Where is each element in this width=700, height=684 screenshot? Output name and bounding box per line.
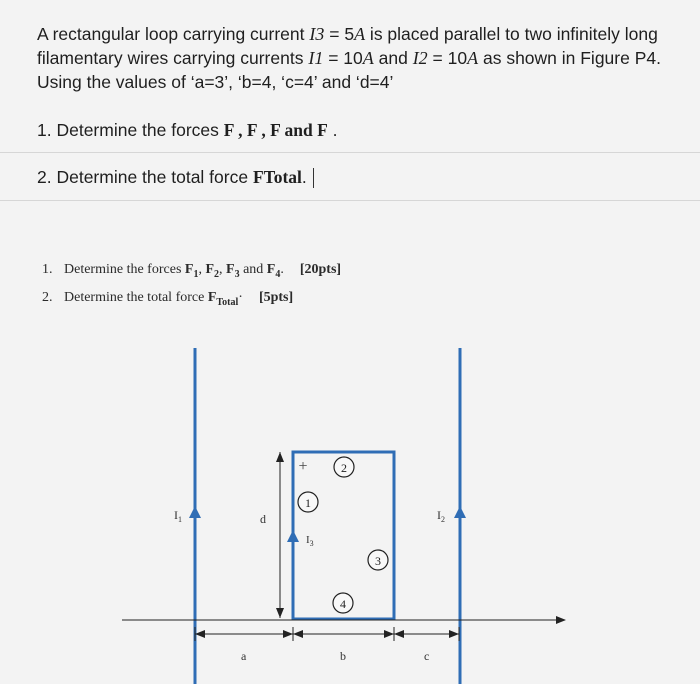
arrow-icon [276, 608, 284, 618]
svg-text:1: 1 [305, 496, 311, 510]
scanned-question-1: 1. Determine the forces $F_1$, $F_2$, $F_3$ and $F_4$. [20pts] [42, 262, 342, 280]
scanned-question-2: 2. Determine the total force $F_{Total}\cdot [5pts]$ [42, 290, 294, 308]
circle-label-4 [333, 593, 353, 613]
question-2[interactable]: 2. Determine the total force FTotal. [37, 167, 314, 188]
arrow-icon [276, 452, 284, 462]
current-2-arrow [454, 506, 466, 518]
arrow-icon [394, 630, 404, 638]
circle-label-2 [334, 457, 354, 477]
question-1: 1. Determine the forces F , F , F and F . [37, 120, 338, 140]
problem-statement: A rectangular loop carrying current I3 = 5A is placed parallel to two infinitely long filamentary wires carrying currents I1 = 10A and I2 = 10A as shown in Figure P4. Using the values of ‘a=3’, ‘b=4, ‘c=4’ and ‘d=4’ [37, 24, 661, 92]
arrow-icon [293, 630, 303, 638]
circle-label-1 [298, 492, 318, 512]
label-i3: $I_3$ [306, 534, 314, 548]
label-c: c [424, 649, 430, 663]
label-i1: $I_1$ [174, 508, 182, 524]
current-3-arrow [287, 530, 299, 542]
label-a: a [241, 649, 247, 663]
label-d: d [260, 512, 266, 526]
svg-text:4: 4 [340, 597, 346, 611]
svg-text:2: 2 [341, 461, 347, 475]
label-i2: $I_2$ [437, 508, 445, 524]
arrow-icon [449, 630, 459, 638]
label-b: b [340, 649, 346, 663]
current-1-arrow [189, 506, 201, 518]
plus-sign: + [298, 458, 308, 475]
arrow-icon [283, 630, 293, 638]
circle-label-3 [368, 550, 388, 570]
svg-text:3: 3 [375, 554, 381, 568]
arrow-icon [384, 630, 394, 638]
